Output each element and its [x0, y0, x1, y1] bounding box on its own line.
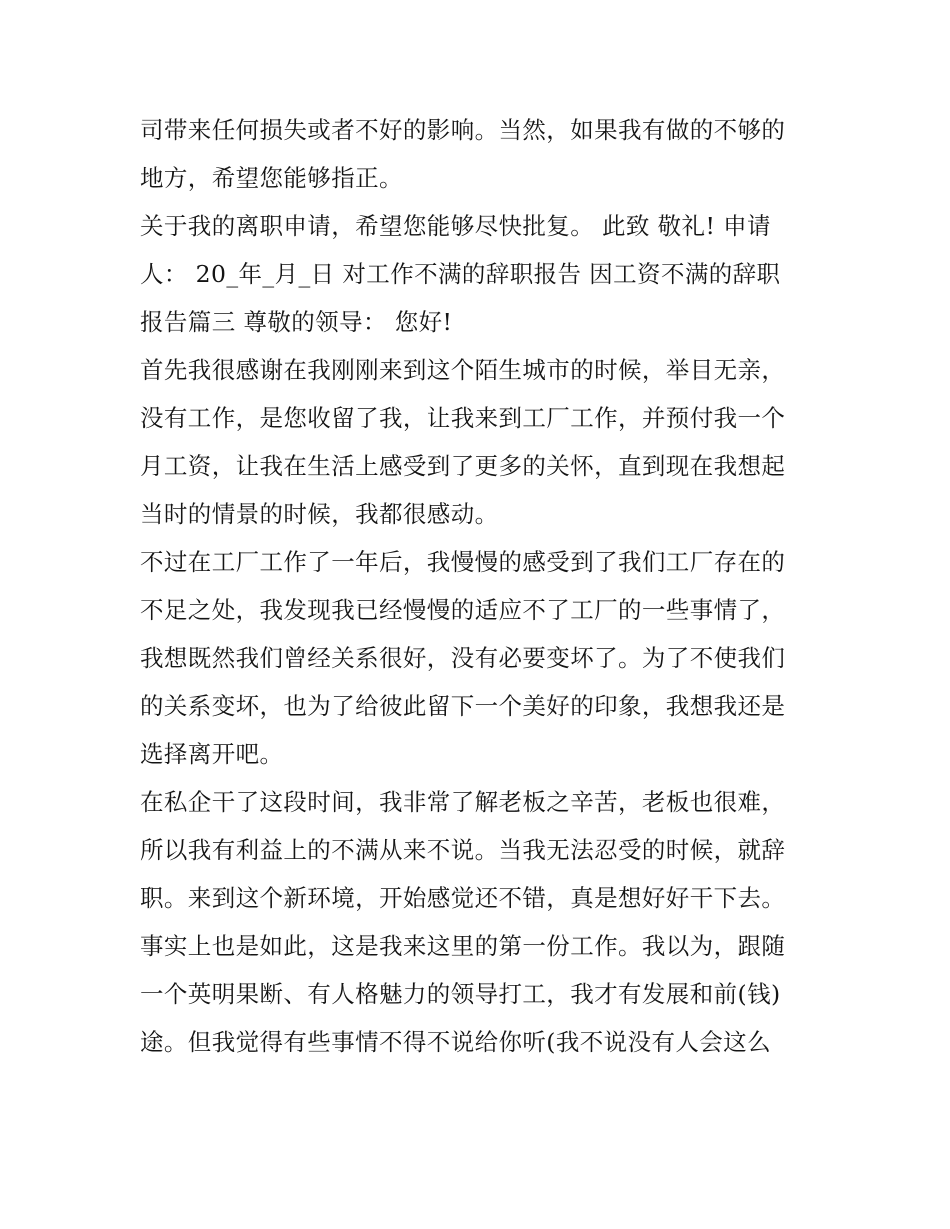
text-line: 首先我很感谢在我刚刚来到这个陌生城市的时候，举目无亲， — [140, 356, 786, 384]
text-line: 不足之处，我发现我已经慢慢的适应不了工厂的一些事情了， — [140, 596, 786, 624]
text-line: 一个英明果断、有人格魅力的领导打工，我才有发展和前(钱) — [140, 980, 781, 1008]
text-line: 职。来到这个新环境，开始感觉还不错，真是想好好干下去。 — [140, 884, 786, 912]
text-line: 我想既然我们曾经关系很好，没有必要变坏了。为了不使我们 — [140, 644, 786, 672]
text-line: 不过在工厂工作了一年后，我慢慢的感受到了我们工厂存在的 — [140, 548, 786, 576]
text-line: 在私企干了这段时间，我非常了解老板之辛苦，老板也很难， — [140, 788, 786, 816]
text-line: 的关系变坏，也为了给彼此留下一个美好的印象，我想我还是 — [140, 692, 786, 720]
text-line: 司带来任何损失或者不好的影响。当然，如果我有做的不够的 — [140, 116, 786, 144]
text-line: 关于我的离职申请，希望您能够尽快批复。 此致 敬礼! 申请 — [140, 212, 771, 240]
text-line: 月工资，让我在生活上感受到了更多的关怀，直到现在我想起 — [140, 452, 786, 480]
text-line: 报告篇三 尊敬的领导： 您好! — [140, 308, 453, 336]
document-body — [140, 106, 820, 1066]
text-line: 所以我有利益上的不满从来不说。当我无法忍受的时候，就辞 — [140, 836, 786, 864]
text-line: 途。但我觉得有些事情不得不说给你听(我不说没有人会这么 — [140, 1028, 771, 1056]
text-line: 人： 20_年_月_日 对工作不满的辞职报告 因工资不满的辞职 — [140, 260, 781, 288]
text-line: 事实上也是如此，这是我来这里的第一份工作。我以为，跟随 — [140, 932, 786, 960]
text-line: 没有工作，是您收留了我，让我来到工厂工作，并预付我一个 — [140, 404, 786, 432]
text-line: 选择离开吧。 — [140, 740, 284, 768]
text-line: 当时的情景的时候，我都很感动。 — [140, 500, 499, 528]
text-line: 地方，希望您能够指正。 — [140, 164, 403, 192]
